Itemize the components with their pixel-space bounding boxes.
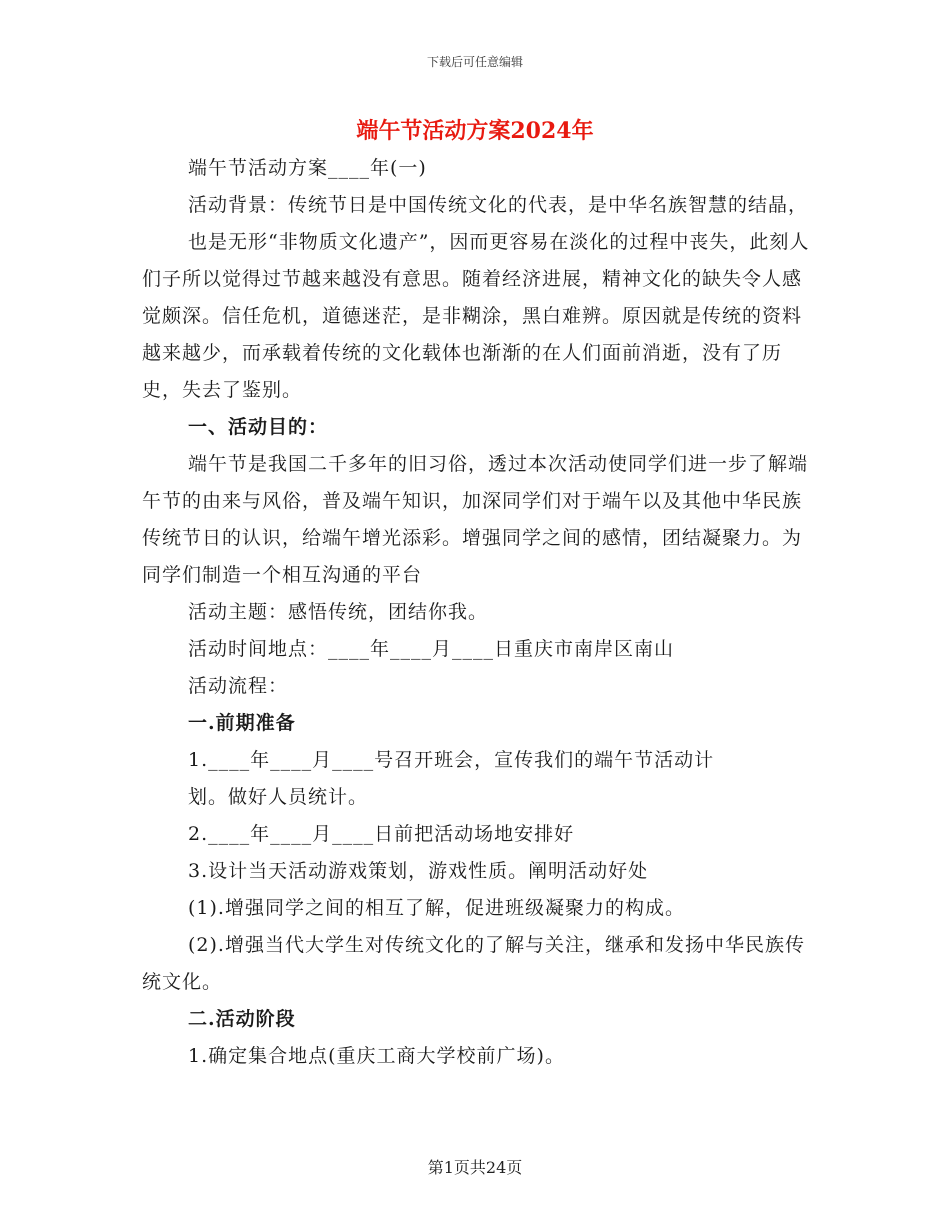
paragraph-time-place: 活动时间地点：____年____月____日重庆市南岸区南山 — [188, 638, 675, 660]
paragraph-background-cont: 也是无形“非物质文化遗产”，因而更容易在淡化的过程中丧失，此刻人们子所以觉得过节越来越没有意思。随着经济进展，精神文化的缺失令人感觉颇深。信任危机，道德迷茫，是非糊涂，黑白难辨。原因就是传统的资料越来越少，而承载着传统的文化载体也渐渐的在人们面前消逝，没有了历史，失去了鉴别。 — [142, 231, 810, 401]
stage-item-1: 1.确定集合地点(重庆工商大学校前广场)。 — [188, 1045, 565, 1067]
page-footer: 第1页共24页 — [427, 1158, 523, 1177]
list-item-1-cont: 划。做好人员统计。 — [188, 786, 369, 808]
section-heading-purpose: 一、活动目的： — [188, 416, 329, 438]
paragraph-background: 活动背景：传统节日是中国传统文化的代表，是中华名族智慧的结晶， — [188, 194, 809, 216]
section-heading-stage: 二.活动阶段 — [188, 1008, 296, 1030]
paragraph-purpose: 端午节是我国二千多年的旧习俗，透过本次活动使同学们进一步了解端午节的由来与风俗，普及端午知识，加深同学们对于端午以及其他中华民族传统节日的认识，给端午增光添彩。增强同学之间的感情，团结凝聚力。为同学们制造一个相互沟通的平台 — [142, 453, 809, 586]
document-body — [142, 150, 810, 1075]
section-heading-preparation: 一.前期准备 — [188, 712, 296, 734]
list-item-2: 2.____年____月____日前把活动场地安排好 — [188, 823, 575, 845]
sub-item-2: (2).增强当代大学生对传统文化的了解与关注，继承和发扬中华民族传统文化。 — [142, 934, 805, 993]
paragraph-theme: 活动主题：感悟传统，团结你我。 — [188, 601, 489, 623]
sub-item-1: (1).增强同学之间的相互了解，促进班级凝聚力的构成。 — [188, 897, 685, 919]
list-item-1: 1.____年____月____号召开班会，宣传我们的端午节活动计 — [188, 749, 715, 771]
page-header-note: 下载后可任意编辑 — [426, 55, 523, 69]
document-title: 端午节活动方案2024年 — [356, 118, 594, 144]
list-item-3: 3.设计当天活动游戏策划，游戏性质。阐明活动好处 — [188, 860, 649, 882]
paragraph-process: 活动流程： — [188, 675, 289, 697]
paragraph-plan-heading: 端午节活动方案____年(一) — [188, 157, 427, 179]
